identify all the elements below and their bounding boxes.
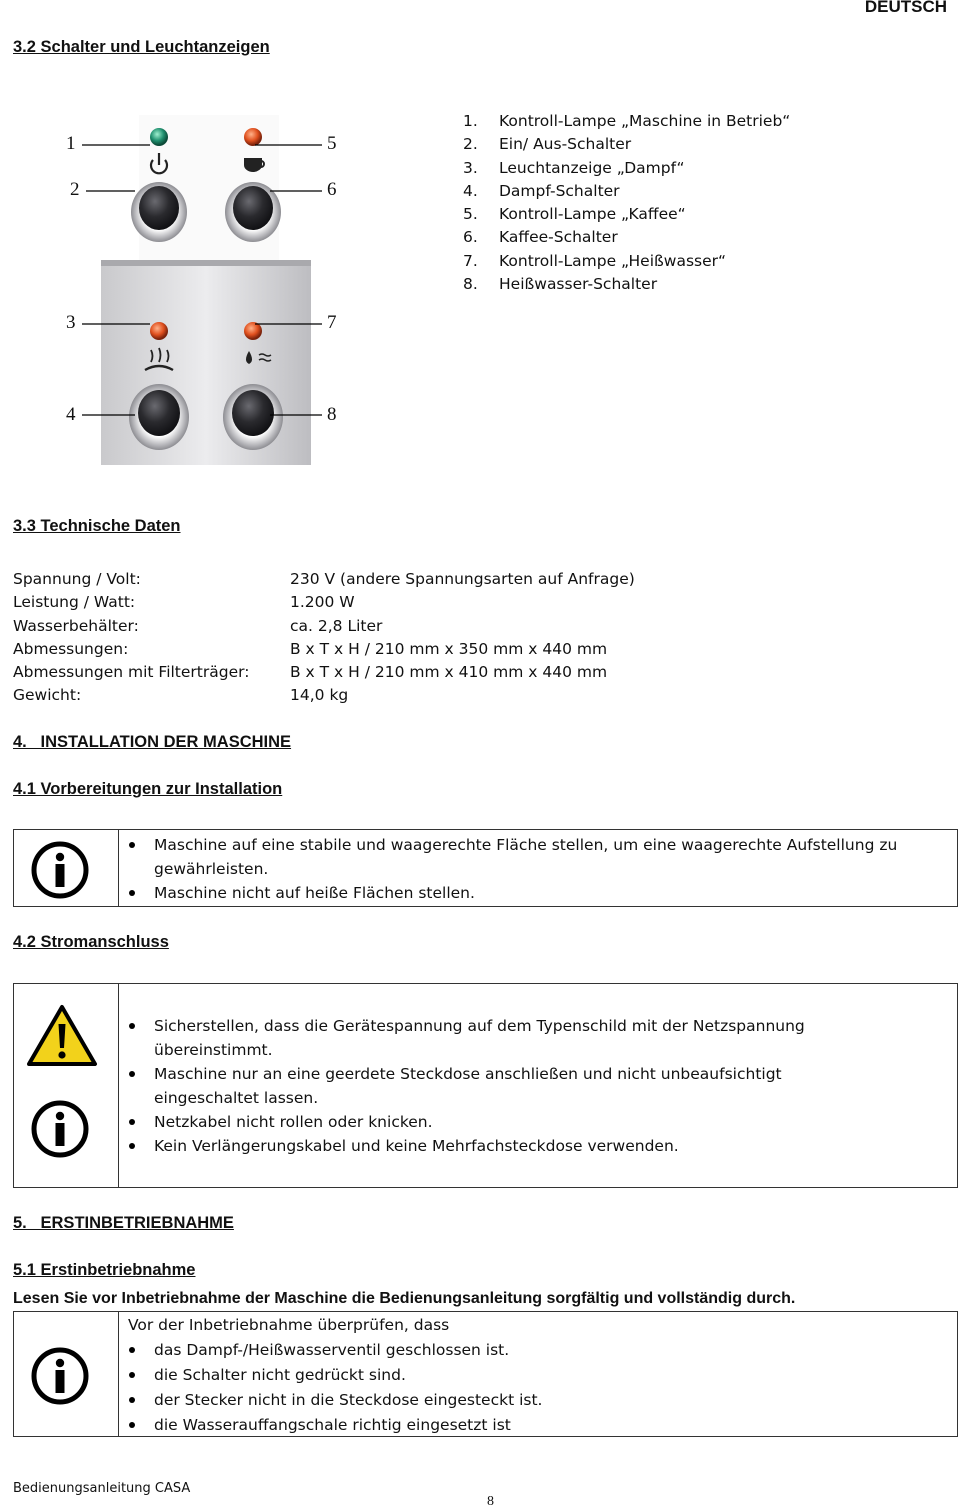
list-item: Maschine nur an eine geerdete Steckdose anschließen und nicht unbeaufsichtigt eingeschaltet lassen. [128,1062,888,1110]
legend-item: 4. Dampf-Schalter [463,181,620,200]
first-use-intro: Vor der Inbetriebnahme überprüfen, dass [128,1316,450,1334]
callout-1: 1 [66,133,76,154]
callout-8: 8 [327,404,337,425]
warning-icon [26,1004,98,1068]
section-5-1-heading: 5.1 Erstinbetriebnahme [13,1261,196,1279]
spec-label: Wasserbehälter: [13,616,139,635]
section-3-3-heading: 3.3 Technische Daten [13,517,181,535]
spec-labels [13,568,249,708]
spec-label: Abmessungen: [13,639,129,658]
installation-bullets [128,833,928,905]
legend-item: 1. Kontroll-Lampe „Maschine in Betrieb“ [463,112,791,130]
legend-item: 2. Ein/ Aus-Schalter [463,135,632,154]
info-icon [30,840,90,900]
first-use-bullets [128,1338,908,1438]
list-item: das Dampf-/Heißwasserventil geschlossen ist. [128,1338,908,1363]
spec-label: Spannung / Volt: [13,570,141,588]
section-5-heading: 5. ERSTINBETRIEBNAHME [13,1214,234,1232]
callout-4: 4 [66,404,76,425]
language-label: DEUTSCH [864,0,947,16]
list-item: Sicherstellen, dass die Gerätespannung auf dem Typenschild mit der Netzspannung übereinstimmt. [128,1014,888,1062]
callout-5: 5 [327,133,337,154]
list-item: der Stecker nicht in die Steckdose eingesteckt ist. [128,1388,908,1413]
list-item: Kein Verlängerungskabel und keine Mehrfachsteckdose verwenden. [128,1134,888,1158]
spec-value: B x T x H / 210 mm x 350 mm x 440 mm [290,639,608,658]
list-item: die Schalter nicht gedrückt sind. [128,1363,908,1388]
spec-value: 14,0 kg [290,686,349,705]
list-item: Netzkabel nicht rollen oder knicken. [128,1110,888,1134]
legend-item: 7. Kontroll-Lampe „Heißwasser“ [463,251,727,270]
spec-label: Leistung / Watt: [13,593,136,612]
legend-item: 8. Heißwasser-Schalter [463,275,658,294]
list-item: Maschine auf eine stabile und waagerechte Fläche stellen, um eine waagerechte Aufstellung zu gewährleisten. [128,833,928,881]
info-icon [30,1099,90,1159]
section-4-2-heading: 4.2 Stromanschluss [13,933,169,951]
installation-notice-box [13,829,958,907]
spec-label: Abmessungen mit Filterträger: [13,663,250,682]
callout-7: 7 [327,312,337,333]
legend-item: 6. Kaffee-Schalter [463,228,618,247]
callout-3: 3 [66,312,76,333]
list-item: die Wasserauffangschale richtig eingesetzt ist [128,1413,908,1438]
legend-item: 3. Leuchtanzeige „Dampf“ [463,158,685,177]
spec-value: 1.200 W [290,593,355,612]
list-item: Maschine nicht auf heiße Flächen stellen. [128,881,928,905]
power-bullets [128,1014,888,1158]
spec-values [290,568,635,708]
switch-legend [463,110,790,296]
read-manual-notice: Lesen Sie vor Inbetriebnahme der Maschine die Bedienungsanleitung sorgfältig und vollständig durch. [13,1290,796,1307]
legend-item: 5. Kontroll-Lampe „Kaffee“ [463,205,686,224]
spec-value: B x T x H / 210 mm x 410 mm x 440 mm [290,663,608,682]
info-icon [30,1346,90,1406]
first-use-box [13,1311,958,1437]
callout-6: 6 [327,179,337,200]
callout-2: 2 [70,179,80,200]
power-notice-box [13,983,958,1188]
footer-manual-name: Bedienungsanleitung CASA [13,1481,191,1496]
section-4-1-heading: 4.1 Vorbereitungen zur Installation [13,780,283,798]
section-4-heading: 4. INSTALLATION DER MASCHINE [13,733,292,751]
section-3-2-heading: 3.2 Schalter und Leuchtanzeigen [13,38,270,56]
spec-label: Gewicht: [13,686,82,705]
page-number: 8 [487,1494,494,1509]
spec-value: 230 V (andere Spannungsarten auf Anfrage) [290,570,635,588]
spec-value: ca. 2,8 Liter [290,616,383,635]
